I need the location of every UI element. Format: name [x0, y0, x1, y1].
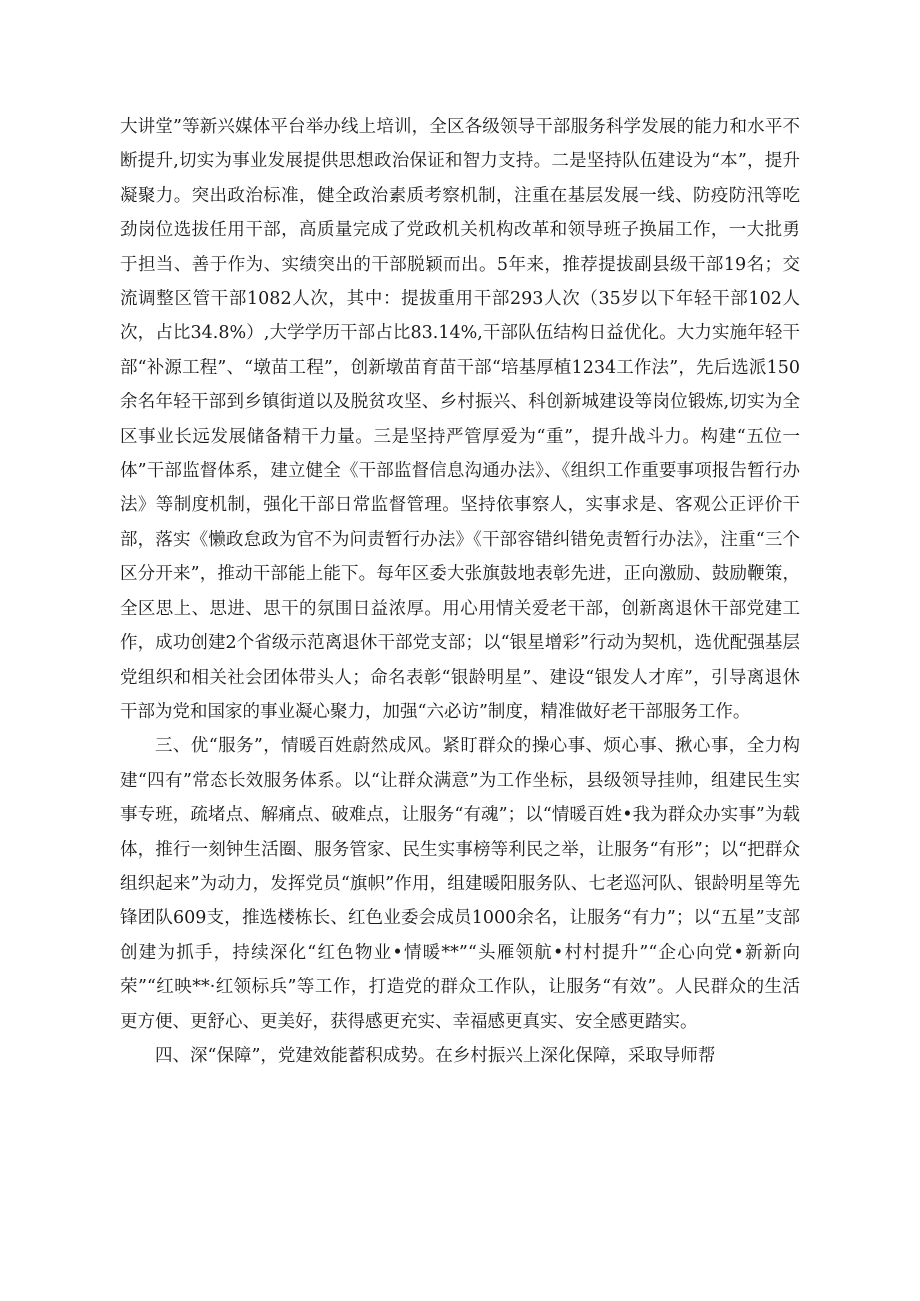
- paragraph-section-three: 三、优“服务”，情暖百姓蔚然成风。紧盯群众的操心事、烦心事、揪心事，全力构建“四有”常态长效服务体系。以“让群众满意”为工作坐标，县级领导挂帅，组建民生实事专班，疏堵点、解痛点、破难点，让服务“有魂”；以“情暖百姓•我为群众办实事”为载体，推行一刻钟生活圈、服务管家、民生实事榜等利民之举，让服务“有形”；以“把群众组织起来”为动力，发挥党员“旗帜”作用，组建暖阳服务队、七老巡河队、银龄明星等先锋团队609支，推选楼栋长、红色业委会成员1000余名，让服务“有力”；以“五星”支部创建为抓手，持续深化“红色物业•情暖**”“头雁领航•村村提升”“企心向党•新新向荣”“红映**·红领标兵”等工作，打造党的群众工作队，让服务“有效”。人民群众的生活更方便、更舒心、更美好，获得感更充实、幸福感更真实、安全感更踏实。: [120, 736, 800, 1032]
- document-page: [120, 110, 800, 1073]
- paragraph-section-four: 四、深“保障”，党建效能蓄积成势。在乡村振兴上深化保障，采取导师帮: [155, 1045, 716, 1066]
- paragraph-continuation: 大讲堂”等新兴媒体平台举办线上培训，全区各级领导干部服务科学发展的能力和水平不断提升,切实为事业发展提供思想政治保证和智力支持。二是坚持队伍建设为“本”，提升凝聚力。突出政治标准，健全政治素质考察机制，注重在基层发展一线、防疫防汛等吃劲岗位选拔任用干部，高质量完成了党政机关机构改革和领导班子换届工作，一大批勇于担当、善于作为、实绩突出的干部脱颖而出。5年来，推荐提拔副县级干部19名；交流调整区管干部1082人次，其中：提拔重用干部293人次（35岁以下年轻干部102人次，占比34.8%）,大学学历干部占比83.14%,干部队伍结构日益优化。大力实施年轻干部“补源工程”、“墩苗工程”，创新墩苗育苗干部“培基厚植1234工作法”，先后选派150余名年轻干部到乡镇街道以及脱贫攻坚、乡村振兴、科创新城建设等岗位锻炼,切实为全区事业长远发展储备精干力量。三是坚持严管厚爱为“重”，提升战斗力。构建“五位一体”干部监督体系，建立健全《干部监督信息沟通办法》、《组织工作重要事项报告暂行办法》等制度机制，强化干部日常监督管理。坚持依事察人，实事求是、客观公正评价干部，落实《懒政怠政为官不为问责暂行办法》《干部容错纠错免责暂行办法》，注重“三个区分开来”，推动干部能上能下。每年区委大张旗鼓地表彰先进，正向激励、鼓励鞭策，全区思上、思进、思干的氛围日益浓厚。用心用情关爱老干部，创新离退休干部党建工作，成功创建2个省级示范离退休干部党支部；以“银星增彩”行动为契机，选优配强基层党组织和相关社会团体带头人；命名表彰“银龄明星”、建设“银发人才库”，引导离退休干部为党和国家的事业凝心聚力，加强“六必访”制度，精准做好老干部服务工作。: [120, 117, 800, 722]
